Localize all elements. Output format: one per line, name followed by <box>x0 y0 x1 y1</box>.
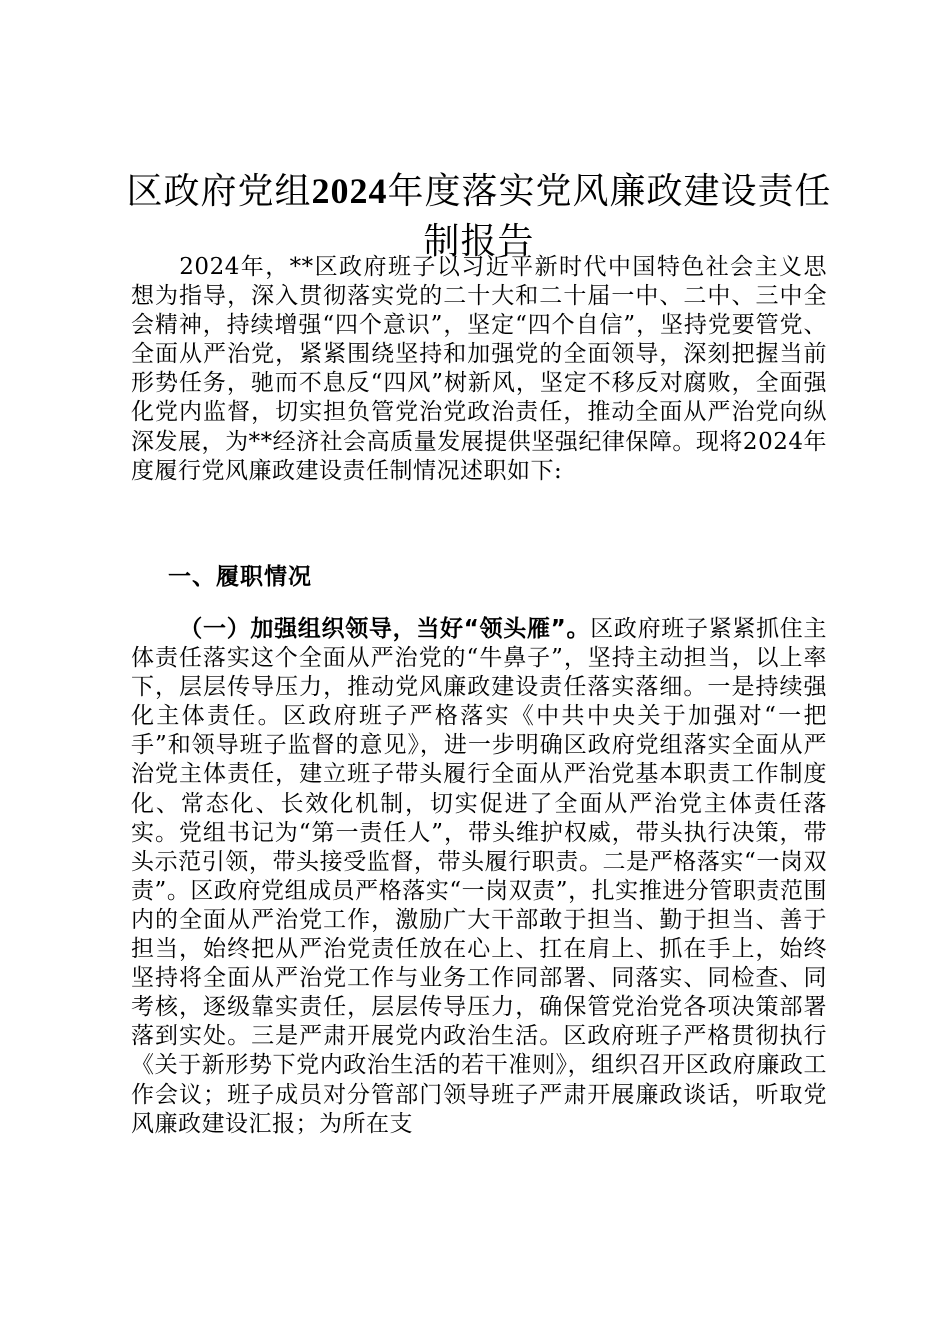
title-prefix: 区政府党组 <box>126 171 312 212</box>
subsection-body: 区政府班子紧紧抓住主体责任落实这个全面从严治党的“牛鼻子”，坚持主动担当，以上率下，层层传导压力，推动党风廉政建设责任落实落细。一是持续强化主体责任。区政府班子严格落实《中共中央关于加强对“一把手”和领导班子监督的意见》，进一步明确区政府党组落实全面从严治党主体责任，建立班子带头履行全面从严治党基本职责工作制度化、常态化、长效化机制，切实促进了全面从严治党主体责任落实。党组书记为“第一责任人”，带头维护权威，带头执行决策，带头示范引领，带头接受监督，带头履行职责。二是严格落实“一岗双责”。区政府党组成员严格落实“一岗双责”，扎实推进分管职责范围内的全面从严治党工作，激励广大干部敢于担当、勤于担当、善于担当，始终把从严治党责任放在心上、扛在肩上、抓在手上，始终坚持将全面从严治党工作与业务工作同部署、同落实、同检查、同考核，逐级靠实责任，层层传导压力，确保管党治党各项决策部署落到实处。三是严肃开展党内政治生活。区政府班子严格贯彻执行《关于新形势下党内政治生活的若干准则》，组织召开区政府廉政工作会议；班子成员对分管部门领导班子严肃开展廉政谈话，听取党风廉政建设汇报；为所在支 <box>131 616 828 1137</box>
title-suffix: 年度落实党风廉政建设责任制报告 <box>387 171 832 262</box>
section-heading-1: 一、履职情况 <box>168 564 312 590</box>
section-1-paragraph <box>131 615 827 1139</box>
title-year: 2024 <box>311 171 388 211</box>
document-page <box>126 0 832 1344</box>
intro-paragraph: 2024年，**区政府班子以习近平新时代中国特色社会主义思想为指导，深入贯彻落实党的二十大和二十届一中、二中、三中全会精神，持续增强“四个意识”，坚定“四个自信”，坚持党要管党、全面从严治党，紧紧围绕坚持和加强党的全面领导，深刻把握当前形势任务，驰而不息反“四风”树新风，坚定不移反对腐败，全面强化党内监督，切实担负管党治党政治责任，推动全面从严治党向纵深发展，为**经济社会高质量发展提供坚强纪律保障。现将2024年度履行党风廉政建设责任制情况述职如下: <box>131 254 827 484</box>
subsection-lead: （一）加强组织领导，当好“领头雁”。 <box>179 616 591 642</box>
document-title <box>111 166 847 267</box>
